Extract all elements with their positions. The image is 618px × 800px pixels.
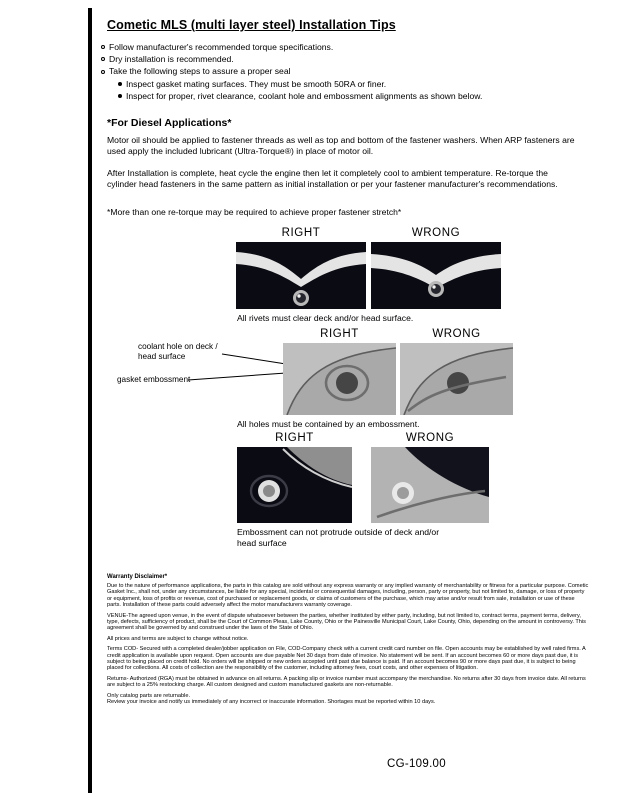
retorque-note: *More than one re-torque may be required to achieve proper fastener stretch* xyxy=(107,207,402,217)
circle-bullet-icon xyxy=(101,70,105,74)
left-border-rule xyxy=(88,8,92,793)
embossment-protrusion-wrong-diagram xyxy=(371,447,489,523)
row2-caption: All holes must be contained by an embossment. xyxy=(237,419,420,429)
embossment-protrusion-right-diagram xyxy=(237,447,352,523)
wrong-label-row2: WRONG xyxy=(432,328,481,340)
warranty-disclaimer-section xyxy=(107,574,590,709)
rivet-clearance-wrong-diagram xyxy=(371,242,501,309)
dot-bullet-icon xyxy=(118,82,122,86)
legal-paragraph: All prices and terms are subject to change without notice. xyxy=(107,635,249,642)
rivet-clearance-right-diagram xyxy=(236,242,366,309)
wrong-label-row3: WRONG xyxy=(405,432,455,444)
right-label-row1: RIGHT xyxy=(281,227,321,239)
tip-item xyxy=(101,43,482,52)
page-code: CG-109.00 xyxy=(387,758,446,770)
embossment-containment-right-diagram xyxy=(283,343,396,415)
tip-item xyxy=(101,67,482,76)
tip-text: Take the following steps to assure a proper seal xyxy=(109,66,291,77)
circle-bullet-icon xyxy=(101,45,105,49)
legal-paragraph: Terms COD- Secured with a completed dealer/jobber application on File, COD-Company check with a current credit card number on file. Open accounts may be established by well rated firms. A credit application is available upon request. Open accounts are due payable Net 30 days from date of invoice. No statement will be sent. If an account becomes 60 or more days past due, it is subject to being placed on credit hold. No orders will be shipped or new orders accepted until past due balance is paid. If an account becomes 90 or more days past due, it is subject to being placed for collections. All costs of collection are the responsibility of the customer, including attorney fees, court costs, and other expenses of litigation. xyxy=(107,646,586,671)
right-label-row3: RIGHT xyxy=(275,432,314,444)
diesel-applications-heading: *For Diesel Applications* xyxy=(107,117,232,129)
legal-paragraph: Returns- Authorized (RGA) must be obtained in advance on all returns. A packing slip or invoice number must accompany the merchandise. No returns after 30 days from invoice date. All returns are subject to a 25% restocking charge. All custom designed and custom manufactured gaskets are non-returnable. xyxy=(107,675,586,688)
callout-leader-lines xyxy=(188,347,288,387)
embossment-containment-wrong-diagram xyxy=(400,343,513,415)
legal-paragraph: Due to the nature of performance applications, the parts in this catalog are sold without any express warranty or any implied warranty of merchantability or fitness for a particular purpose. Cometic Gasket Inc., shall not, under any circumstances, be liable for any special, incidental or consequential damages, including, person, party or property, but not limited to, damage, or loss of property or equipment, loss of profits or revenue, cost of purchased or replacement goods, or claims of customers of the purchase, which may arise and/or result from sale, installation or use of these parts. Installation of these parts could adversely affect the motor manufacturers warranty coverage. xyxy=(107,583,589,608)
right-label-row2: RIGHT xyxy=(320,328,359,340)
wrong-label-row1: WRONG xyxy=(411,227,461,239)
tip-sub-item xyxy=(118,80,482,89)
legal-paragraph: Only catalog parts are returnable. xyxy=(107,692,191,699)
tip-text: Inspect for proper, rivet clearance, coolant hole and embossment alignments as shown below. xyxy=(126,90,483,101)
legal-paragraph: VENUE-The agreed upon venue, in the event of dispute whatsoever between the parties, whether instituted by either party, including, but not limited to, contract terms, payment terms, delivery, type, defects, sufficiency of product, shall be the Court of Common Pleas, Lake County, Ohio or the Painesville Municipal Court, Lake County, Ohio, depending on the amount in controversy. This agreement shall be governed by and construed under the laws of the State of Ohio. xyxy=(107,612,586,631)
row3-caption: Embossment can not protrude outside of deck and/or head surface xyxy=(237,527,440,548)
coolant-hole-callout: coolant hole on deck / head surface xyxy=(138,342,218,361)
tip-text: Inspect gasket mating surfaces. They must be smooth 50RA or finer. xyxy=(126,78,387,89)
dot-bullet-icon xyxy=(118,94,122,98)
installation-tips-list xyxy=(101,43,482,104)
tip-item xyxy=(101,55,482,64)
tip-sub-item xyxy=(118,92,482,101)
tip-text: Dry installation is recommended. xyxy=(109,54,234,65)
row1-caption: All rivets must clear deck and/or head surface. xyxy=(237,313,414,323)
diesel-paragraph-1: Motor oil should be applied to fastener threads as well as top and bottom of the fastener washers. When ARP fasteners are used apply the included lubricant (Ultra-Torque®) in place of motor oil. xyxy=(107,135,575,156)
diesel-paragraph-2: After Installation is complete, heat cycle the engine then let it completely cool to ambient temperature. Re-torque the cylinder head fasteners in the same pattern as initial installation or per your fastener manufacturer's recommendations. xyxy=(107,168,558,189)
warranty-disclaimer-heading: Warranty Disclaimer* xyxy=(107,574,168,580)
legal-paragraph: Review your invoice and notify us immediately of any incorrect or inaccurate information. Shortages must be reported within 10 days. xyxy=(107,698,436,705)
gasket-embossment-callout: gasket embossment xyxy=(117,375,191,384)
circle-bullet-icon xyxy=(101,57,105,61)
page-title: Cometic MLS (multi layer steel) Installation Tips xyxy=(107,18,396,32)
tip-text: Follow manufacturer's recommended torque specifications. xyxy=(109,42,334,52)
